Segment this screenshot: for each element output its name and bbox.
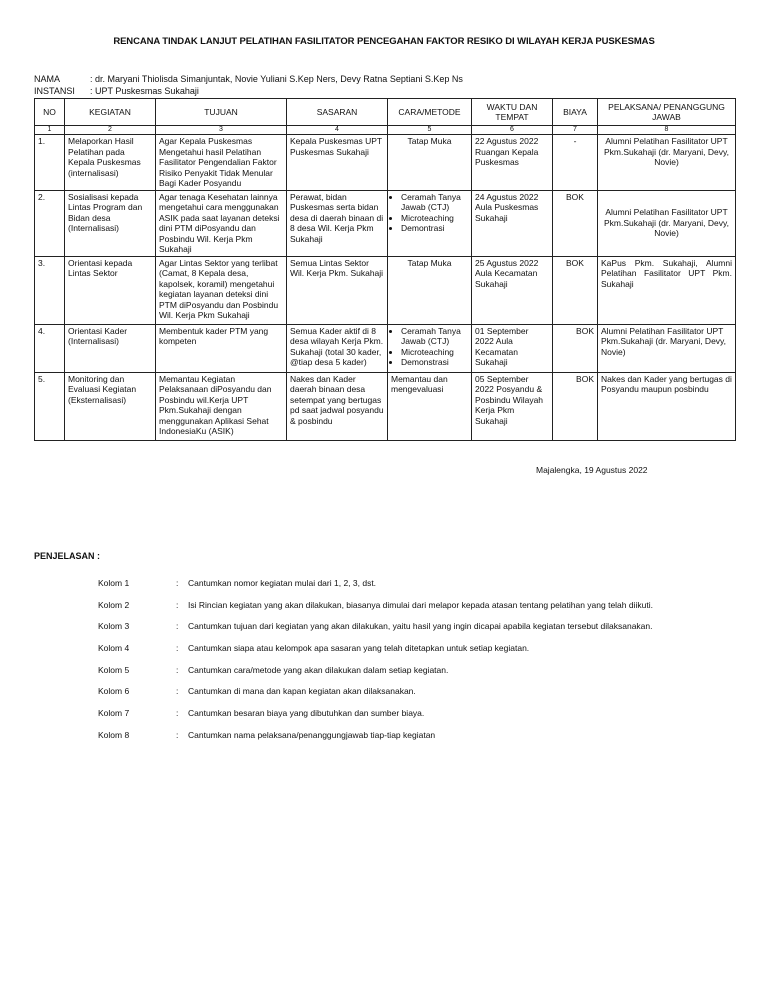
cell-sasaran: Perawat, bidan Puskesmas serta bidan desa di daerah binaan di 8 desa Wil. Kerja Pkm Sukahaji [287,190,388,256]
nama-value: : dr. Maryani Thiolisda Simanjuntak, Novie Yuliani S.Kep Ners, Devy Ratna Septiani S.Kep Ns [90,74,463,84]
table-row [35,324,736,372]
kolom-label: Kolom 4 [98,643,130,653]
header-metode: CARA/METODE [388,99,472,126]
kolom-label: Kolom 8 [98,730,130,740]
cell-no: 2. [35,190,65,256]
list-item [98,621,738,631]
cell-kegiatan: Sosialisasi kepada Lintas Program dan Bidan desa (Internalisasi) [65,190,156,256]
cell-pelaksana: Alumni Pelatihan Fasilitator UPT Pkm.Sukahaji (dr. Maryani, Devy, Novie) [598,190,736,256]
list-item [98,578,738,588]
cell-metode: Tatap Muka [388,256,472,324]
cell-waktu: 05 September 2022 Posyandu & Posbindu Wilayah Kerja Pkm Sukahaji [472,372,553,440]
header-row [35,99,736,126]
colon: : [176,730,179,740]
cell-biaya: - [553,135,598,191]
cell-biaya: BOK [553,372,598,440]
header-waktu: WAKTU DAN TEMPAT [472,99,553,126]
kolom-label: Kolom 5 [98,665,130,675]
list-item: • Demonstrasi [401,357,468,368]
colon: : [176,708,179,718]
table-row [35,135,736,191]
kolom-text: Cantumkan besaran biaya yang dibutuhkan dan sumber biaya. [188,708,425,718]
col-number: 7 [553,126,598,135]
col-number: 5 [388,126,472,135]
cell-pelaksana: Alumni Pelatihan Fasilitator UPT Pkm.Sukahaji (dr. Maryani, Devy, Novie) [598,324,736,372]
cell-no: 5. [35,372,65,440]
cell-metode: Memantau dan mengevaluasi [388,372,472,440]
cell-no: 3. [35,256,65,324]
header-sasaran: SASARAN [287,99,388,126]
kolom-text: Cantumkan tujuan dari kegiatan yang akan dilakukan, yaitu hasil yang ingin dicapai apabila kegiatan tersebut dilaksanakan. [188,621,653,631]
metode-list [391,326,468,368]
col-number: 2 [65,126,156,135]
cell-waktu: 01 September 2022 Aula Kecamatan Sukahaji [472,324,553,372]
colon: : [176,621,179,631]
colon: : [176,643,179,653]
kolom-text: Cantumkan cara/metode yang akan dilakukan dalam setiap kegiatan. [188,665,449,675]
instansi-label: INSTANSI [34,86,75,96]
list-item: • Ceramah Tanya Jawab (CTJ) [401,192,468,213]
cell-biaya: BOK [553,256,598,324]
cell-tujuan: Agar tenaga Kesehatan lainnya mengetahui cara menggunakan ASIK pada saat layanan deteksi dini PTM diPosyandu dan Posbindu Wil. Kerja Pkm Sukahaji [156,190,287,256]
instansi-value: : UPT Puskesmas Sukahaji [90,86,199,96]
cell-tujuan: Agar Lintas Sektor yang terlibat (Camat, 8 Kepala desa, kapolsek, koramil) mengetahui kegiatan layanan deteksi dini PTM diPosyandu dan Posbindu Wil. Kerja Pkm Sukahaji [156,256,287,324]
cell-waktu: 25 Agustus 2022 Aula Kecamatan Sukahaji [472,256,553,324]
cell-tujuan: Membentuk kader PTM yang kompeten [156,324,287,372]
cell-kegiatan: Monitoring dan Evaluasi Kegiatan (Eksternalisasi) [65,372,156,440]
col-number: 8 [598,126,736,135]
cell-pelaksana: KaPus Pkm. Sukahaji, Alumni Pelatihan Fasilitator UPT Pkm. Sukahaji [598,256,736,324]
cell-tujuan: Agar Kepala Puskesmas Mengetahui hasil Pelatihan Fasilitator Pengendalian Faktor Risiko Penyakit Tidak Menular Bagi Kader Posyandu [156,135,287,191]
header-pelaksana: PELAKSANA/ PENANGGUNG JAWAB [598,99,736,126]
col-number: 6 [472,126,553,135]
header-tujuan: TUJUAN [156,99,287,126]
penjelasan-heading: PENJELASAN : [34,551,101,561]
col-number: 1 [35,126,65,135]
kolom-label: Kolom 2 [98,600,130,610]
column-number-row [35,126,736,135]
list-item [98,643,738,653]
cell-metode [388,324,472,372]
header-kegiatan: KEGIATAN [65,99,156,126]
meta-nama-row [34,74,463,84]
cell-waktu: 24 Agustus 2022 Aula Puskesmas Sukahaji [472,190,553,256]
colon: : [176,665,179,675]
table-row [35,256,736,324]
col-number: 4 [287,126,388,135]
colon: : [176,600,179,610]
cell-kegiatan: Orientasi Kader (Internalisasi) [65,324,156,372]
nama-label: NAMA [34,74,61,84]
cell-kegiatan: Melaporkan Hasil Pelatihan pada Kepala Puskesmas (internalisasi) [65,135,156,191]
cell-metode: Tatap Muka [388,135,472,191]
kolom-text: Cantumkan nomor kegiatan mulai dari 1, 2, 3, dst. [188,578,377,588]
list-item: • Microteaching [401,213,468,224]
kolom-label: Kolom 7 [98,708,130,718]
cell-tujuan: Memantau Kegiatan Pelaksanaan diPosyandu dan Posbindu wil.Kerja UPT Pkm.Sukahaji dengan menggunakan Aplikasi Sehat IndonesiaKu (ASIK) [156,372,287,440]
cell-waktu: 22 Agustus 2022 Ruangan Kepala Puskesmas [472,135,553,191]
cell-sasaran: Nakes dan Kader daerah binaan desa setempat yang bertugas pd saat jadwal posyandu & posbindu [287,372,388,440]
list-item [98,708,738,718]
meta-instansi-row [34,86,199,96]
list-item: • Demontrasi [401,223,468,234]
date-place: Majalengka, 19 Agustus 2022 [536,465,648,475]
kolom-text: Cantumkan siapa atau kelompok apa sasaran yang telah ditetapkan untuk setiap kegiatan. [188,643,530,653]
cell-sasaran: Semua Lintas Sektor Wil. Kerja Pkm. Sukahaji [287,256,388,324]
header-biaya: BIAYA [553,99,598,126]
list-item: • Ceramah Tanya Jawab (CTJ) [401,326,468,347]
col-number: 3 [156,126,287,135]
kolom-text: Cantumkan nama pelaksana/penanggungjawab tiap-tiap kegiatan [188,730,436,740]
cell-kegiatan: Orientasi kepada Lintas Sektor [65,256,156,324]
list-item [98,600,738,610]
metode-list [391,192,468,234]
cell-pelaksana: Alumni Pelatihan Fasilitator UPT Pkm.Sukahaji (dr. Maryani, Devy, Novie) [598,135,736,191]
cell-no: 1. [35,135,65,191]
cell-no: 4. [35,324,65,372]
list-item [98,730,738,740]
kolom-label: Kolom 3 [98,621,130,631]
colon: : [176,686,179,696]
colon: : [176,578,179,588]
table-row [35,190,736,256]
header-no: NO [35,99,65,126]
cell-metode [388,190,472,256]
cell-sasaran: Kepala Puskesmas UPT Puskesmas Sukahaji [287,135,388,191]
list-item [98,686,738,696]
kolom-label: Kolom 1 [98,578,130,588]
kolom-label: Kolom 6 [98,686,130,696]
list-item: • Microteaching [401,347,468,358]
cell-biaya: BOK [553,324,598,372]
cell-sasaran: Semua Kader aktif di 8 desa wilayah Kerja Pkm. Sukahaji (total 30 kader, @tiap desa 5 kader) [287,324,388,372]
kolom-text: Isi Rincian kegiatan yang akan dilakukan, biasanya dimulai dari melapor kepada atasan tentang pelatihan yang telah diikuti. [188,600,653,610]
table-row [35,372,736,440]
document-title: RENCANA TINDAK LANJUT PELATIHAN FASILITATOR PENCEGAHAN FAKTOR RESIKO DI WILAYAH KERJA PUSKESMAS [113,36,655,47]
cell-pelaksana: Nakes dan Kader yang bertugas di Posyandu maupun posbindu [598,372,736,440]
kolom-text: Cantumkan di mana dan kapan kegiatan akan dilaksanakan. [188,686,416,696]
cell-biaya: BOK [553,190,598,256]
list-item [98,665,738,675]
plan-table [34,98,736,441]
